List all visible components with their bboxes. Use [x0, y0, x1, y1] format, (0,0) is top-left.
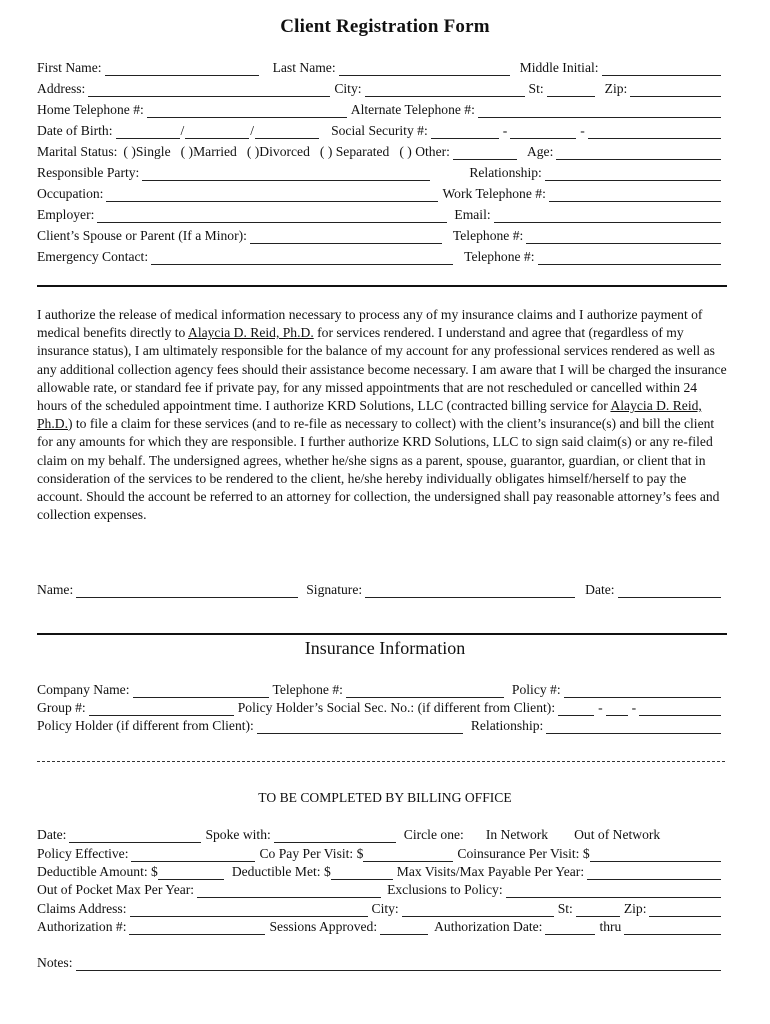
company-name-field[interactable]	[133, 684, 269, 698]
auth-text-2: for services rendered. I understand and agree that (regardless of my insurance status), I am ultimately responsible for the balance of my account for any professional services rendered as well as any additional collection agency fees should their assistance become necessary. I am aware that I will be charged the insurance allowable rate, or standard fee if private pay, for any missed appointments that are not rescheduled or cancelled within 24 hours of the scheduled appointment time. I authorize KRD Solutions, LLC (contracted billing service for	[37, 325, 727, 414]
state-field[interactable]	[547, 83, 595, 97]
spouse-parent-label: Client’s Spouse or Parent (If a Minor):	[37, 228, 247, 243]
authorization-date-from-field[interactable]	[545, 921, 595, 935]
coinsurance-field[interactable]	[590, 848, 721, 862]
middle-initial-label: Middle Initial:	[519, 60, 599, 75]
spouse-telephone-label: Telephone #:	[452, 228, 524, 243]
home-phone-label: Home Telephone #:	[37, 102, 144, 117]
zip-field[interactable]	[630, 83, 721, 97]
relationship-field[interactable]	[545, 167, 721, 181]
claims-zip-label: Zip:	[623, 901, 647, 916]
billing-date-field[interactable]	[69, 829, 201, 843]
claims-address-field[interactable]	[130, 903, 368, 917]
notes-label: Notes:	[37, 955, 73, 970]
max-visits-label: Max Visits/Max Payable Per Year:	[396, 864, 585, 879]
group-field[interactable]	[89, 702, 234, 716]
out-of-network-option[interactable]: Out of Network	[574, 827, 661, 842]
marital-other-field[interactable]	[453, 146, 517, 160]
exclusions-field[interactable]	[506, 884, 721, 898]
dob-row: Date of Birth: / / Social Security #: - -	[37, 121, 725, 139]
state-label: St:	[528, 81, 544, 96]
ssn-part2-field[interactable]	[510, 125, 576, 139]
employer-field[interactable]	[97, 209, 447, 223]
insurance-relationship-field[interactable]	[546, 720, 721, 734]
occupation-row	[37, 184, 725, 202]
insurance-row-3	[37, 716, 725, 734]
marital-option-single[interactable]: ( )Single	[123, 144, 171, 159]
occupation-label: Occupation:	[37, 186, 104, 201]
section-divider-2	[37, 633, 727, 635]
zip-label: Zip:	[604, 81, 628, 96]
section-divider	[37, 285, 727, 287]
sig-name-label: Name:	[37, 582, 74, 597]
signature-row	[37, 580, 725, 598]
emergency-contact-label: Emergency Contact:	[37, 249, 149, 264]
page-title: Client Registration Form	[280, 16, 490, 37]
deductible-met-field[interactable]	[331, 866, 393, 880]
exclusions-label: Exclusions to Policy:	[387, 882, 503, 897]
authorization-no-label: Authorization #:	[37, 919, 127, 934]
sig-name-field[interactable]	[76, 584, 298, 598]
notes-row	[37, 953, 725, 971]
spouse-row	[37, 226, 725, 244]
phone-row	[37, 100, 725, 118]
billing-row-3	[37, 862, 725, 880]
sessions-approved-label: Sessions Approved:	[269, 919, 378, 934]
billing-row-1	[37, 825, 725, 843]
city-field[interactable]	[365, 83, 525, 97]
insurance-telephone-label: Telephone #:	[272, 682, 343, 697]
billing-row-2	[37, 844, 725, 862]
deductible-met-label: Deductible Met: $	[231, 864, 331, 879]
copay-label: Co Pay Per Visit: $	[259, 846, 364, 861]
authorization-date-label: Authorization Date:	[434, 919, 543, 934]
circle-one-label: Circle one:	[403, 827, 464, 842]
billing-date-label: Date:	[37, 827, 67, 842]
billing-heading: TO BE COMPLETED BY BILLING OFFICE	[258, 790, 512, 805]
spoke-with-label: Spoke with:	[205, 827, 271, 842]
last-name-label: Last Name:	[272, 60, 336, 75]
responsible-party-field[interactable]	[142, 167, 430, 181]
policy-holder-label: Policy Holder (if different from Client):	[37, 718, 254, 733]
cut-line	[37, 761, 725, 762]
emergency-row	[37, 247, 725, 265]
marital-status-label: Marital Status:	[37, 144, 118, 159]
work-phone-field[interactable]	[549, 188, 721, 202]
auth-text-1: I authorize the release of medical information necessary to process any of my insurance claims and I authorize payment of medical benefits directly to	[37, 307, 703, 341]
provider-name-2: Alaycia D. Reid, Ph.D.	[37, 398, 702, 432]
marital-row	[37, 142, 725, 160]
deductible-amount-label: Deductible Amount: $	[37, 864, 158, 879]
thru-label: thru	[599, 919, 622, 934]
holder-ssn-part1-field[interactable]	[558, 702, 594, 716]
provider-name-1: Alaycia D. Reid, Ph.D.	[188, 325, 314, 341]
marital-option-divorced[interactable]: ( )Divorced	[246, 144, 310, 159]
oop-max-label: Out of Pocket Max Per Year:	[37, 882, 195, 897]
authorization-paragraph	[37, 306, 727, 524]
marital-option-other[interactable]: ( ) Other:	[399, 144, 450, 159]
alt-phone-field[interactable]	[478, 104, 721, 118]
copay-field[interactable]	[363, 848, 453, 862]
insurance-heading: Insurance Information	[304, 638, 466, 658]
signature-label: Signature:	[306, 582, 363, 597]
occupation-field[interactable]	[106, 188, 438, 202]
insurance-relationship-label: Relationship:	[470, 718, 544, 733]
authorization-no-field[interactable]	[129, 921, 265, 935]
work-phone-label: Work Telephone #:	[442, 186, 546, 201]
policy-effective-field[interactable]	[131, 848, 255, 862]
address-field[interactable]	[88, 83, 330, 97]
name-row	[37, 58, 725, 76]
age-label: Age:	[526, 144, 554, 159]
responsible-party-label: Responsible Party:	[37, 165, 140, 180]
authorization-date-thru-field[interactable]	[624, 921, 721, 935]
employer-label: Employer:	[37, 207, 95, 222]
billing-row-6	[37, 917, 725, 935]
claims-address-label: Claims Address:	[37, 901, 127, 916]
marital-option-married[interactable]: ( )Married	[180, 144, 237, 159]
first-name-label: First Name:	[37, 60, 102, 75]
company-name-label: Company Name:	[37, 682, 130, 697]
emergency-contact-field[interactable]	[151, 251, 453, 265]
notes-field[interactable]	[76, 957, 722, 971]
claims-city-field[interactable]	[402, 903, 554, 917]
address-label: Address:	[37, 81, 86, 96]
policy-holder-field[interactable]	[257, 720, 463, 734]
middle-initial-field[interactable]	[602, 62, 721, 76]
oop-max-field[interactable]	[197, 884, 381, 898]
deductible-amount-field[interactable]	[158, 866, 224, 880]
relationship-label: Relationship:	[469, 165, 542, 180]
ssn-part1-field[interactable]	[431, 125, 499, 139]
ssn-label: Social Security #:	[331, 123, 428, 138]
spouse-parent-field[interactable]	[250, 230, 442, 244]
holder-ssn-part3-field[interactable]	[639, 702, 721, 716]
holder-ssn-part2-field[interactable]	[606, 702, 628, 716]
dob-label: Date of Birth:	[37, 123, 113, 138]
signature-field[interactable]	[365, 584, 575, 598]
group-label: Group #:	[37, 700, 86, 715]
dob-day-field[interactable]	[185, 125, 249, 139]
address-row	[37, 79, 725, 97]
insurance-row-1	[37, 680, 725, 698]
last-name-field[interactable]	[339, 62, 510, 76]
city-label: City:	[334, 81, 362, 96]
emergency-telephone-field[interactable]	[538, 251, 721, 265]
first-name-field[interactable]	[105, 62, 259, 76]
responsible-party-row	[37, 163, 725, 181]
coinsurance-label: Coinsurance Per Visit: $	[457, 846, 590, 861]
employer-row	[37, 205, 725, 223]
ssn-part3-field[interactable]	[588, 125, 721, 139]
emergency-telephone-label: Telephone #:	[464, 249, 535, 264]
marital-option-separated[interactable]: ( ) Separated	[319, 144, 390, 159]
claims-state-label: St:	[557, 901, 573, 916]
insurance-row-2: Group #: Policy Holder’s Social Sec. No.: (if different from Client): - -	[37, 698, 725, 716]
age-field[interactable]	[556, 146, 721, 160]
spouse-telephone-field[interactable]	[526, 230, 721, 244]
sig-date-field[interactable]	[618, 584, 721, 598]
claims-zip-field[interactable]	[649, 903, 721, 917]
max-visits-field[interactable]	[587, 866, 721, 880]
auth-text-3: ) to file a claim for these services (and to re-file as necessary to collect) with the client’s insurance(s) and bill the client for any amounts for which they are responsible. I further authorize KRD Solutions, LLC to sign said claim(s) or any re-filed claim on my behalf. The undersigned agrees, whether he/she signs as a parent, spouse, guarantor, guardian, or client that in consideration of the services to be rendered to the client, he/she hereby individually obligates himself/herself to pay the account. Should the account be referred to an attorney for collection, the undersigned shall pay reasonable attorney’s fees and collection expenses.	[37, 416, 720, 523]
in-network-option[interactable]: In Network	[485, 827, 549, 842]
claims-state-field[interactable]	[576, 903, 620, 917]
billing-row-4	[37, 880, 725, 898]
claims-city-label: City:	[371, 901, 399, 916]
insurance-telephone-field[interactable]	[346, 684, 504, 698]
alt-phone-label: Alternate Telephone #:	[350, 102, 475, 117]
dob-year-field[interactable]	[255, 125, 319, 139]
policy-label: Policy #:	[511, 682, 561, 697]
spoke-with-field[interactable]	[274, 829, 396, 843]
email-field[interactable]	[494, 209, 721, 223]
policy-field[interactable]	[564, 684, 721, 698]
policy-effective-label: Policy Effective:	[37, 846, 129, 861]
email-label: Email:	[454, 207, 491, 222]
dob-month-field[interactable]	[116, 125, 180, 139]
sig-date-label: Date:	[585, 582, 615, 597]
sessions-approved-field[interactable]	[380, 921, 428, 935]
holder-ssn-label: Policy Holder’s Social Sec. No.: (if different from Client):	[237, 700, 556, 715]
home-phone-field[interactable]	[147, 104, 347, 118]
billing-row-5	[37, 899, 725, 917]
